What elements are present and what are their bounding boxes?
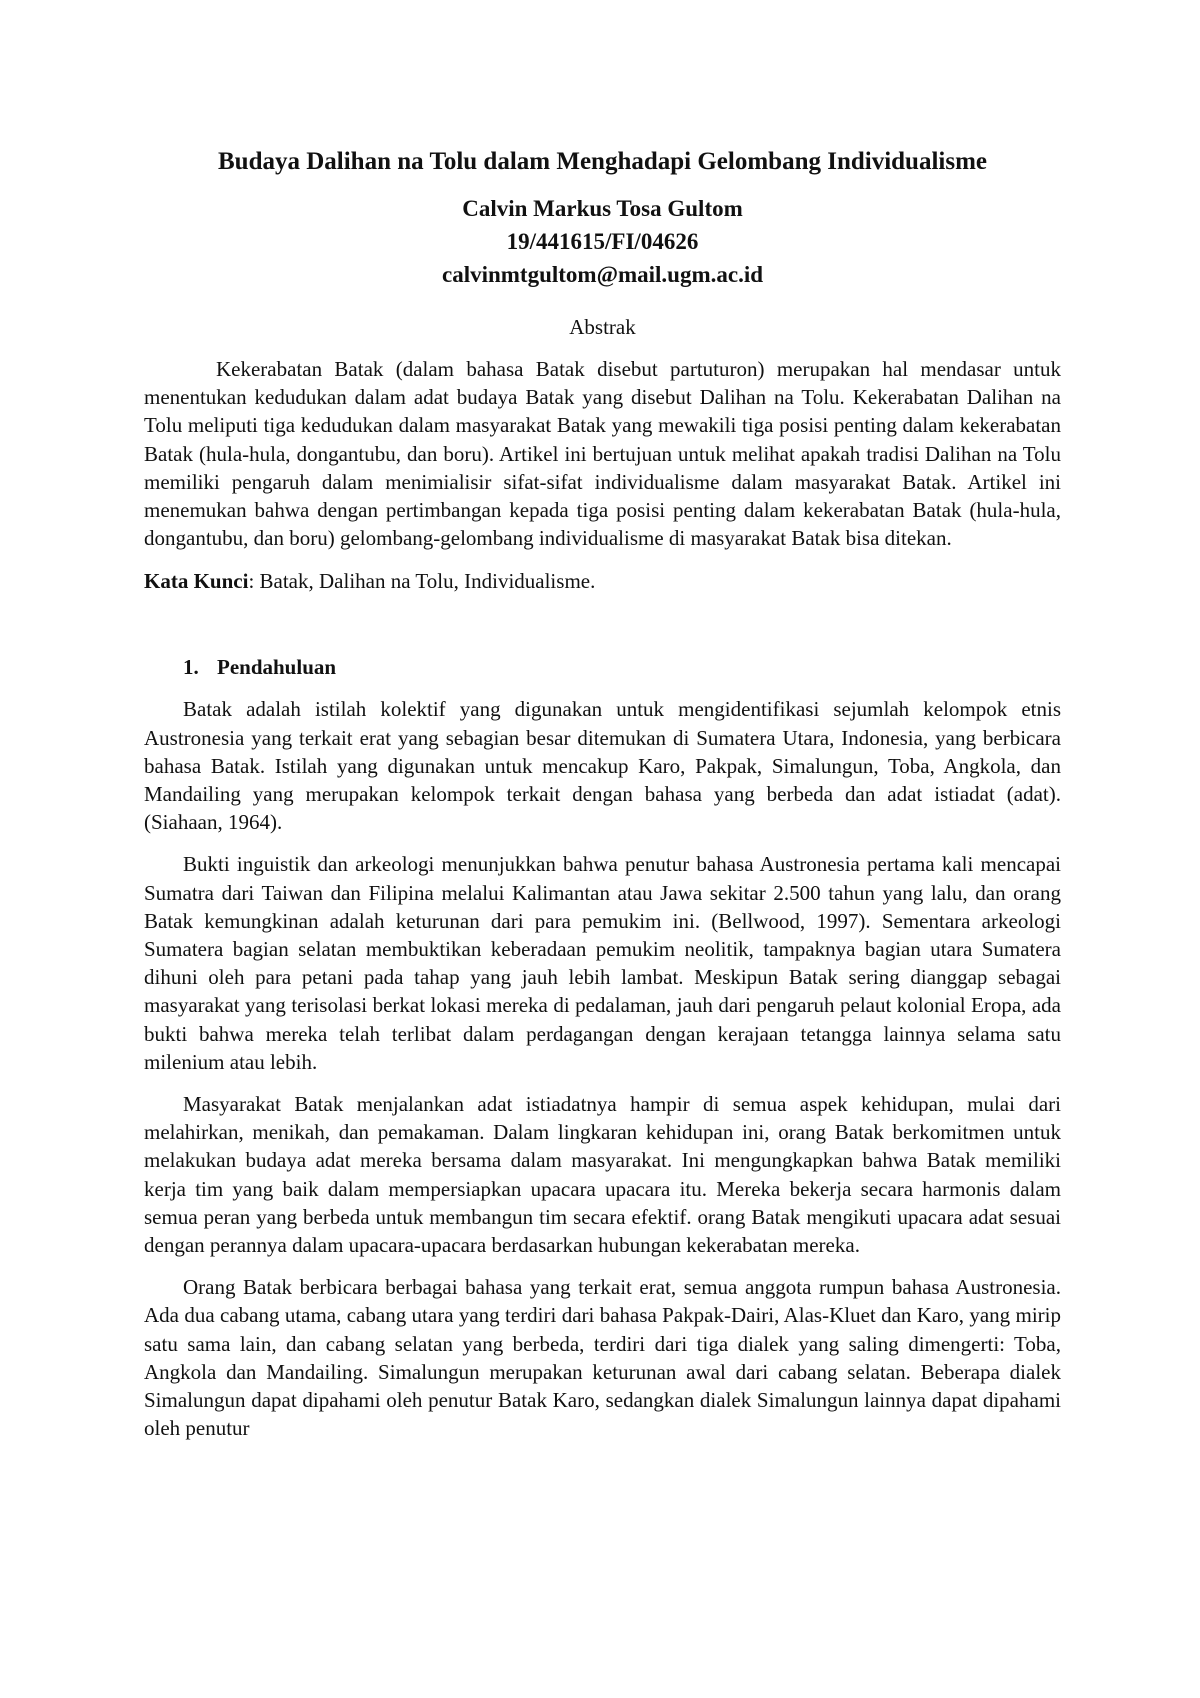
keywords-text: : Batak, Dalihan na Tolu, Individualisme. <box>248 569 596 594</box>
student-id: 19/441615/FI/04626 <box>506 229 699 254</box>
abstract-heading: Abstrak <box>569 315 636 339</box>
section-title: Pendahuluan <box>217 655 337 680</box>
section-heading <box>144 653 1061 681</box>
body-paragraph: Bukti inguistik dan arkeologi menunjukkan bahwa penutur bahasa Austronesia pertama kali mencapai Sumatra dari Taiwan dan Filipina melalui Kalimantan atau Jawa sekitar 2.500 tahun yang lalu, dan orang Batak kemungkinan adalah keturunan dari para pemukim ini. (Bellwood, 1997). Sementara arkeologi Sumatera bagian selatan membuktikan keberadaan pemukim neolitik, tampaknya bagian utara Sumatera dihuni oleh para petani pada tahap yang jauh lebih lambat. Meskipun Batak sering dianggap sebagai masyarakat yang terisolasi berkat lokasi mereka di pedalaman, jauh dari pengaruh pelaut kolonial Eropa, ada bukti bahwa mereka telah terlibat dalam perdagangan dengan kerajaan tetangga lainnya selama satu milenium atau lebih. <box>144 852 1061 1074</box>
keywords <box>144 567 1061 595</box>
paper-title: Budaya Dalihan na Tolu dalam Menghadapi Gelombang Individualisme <box>218 148 987 175</box>
author-email: calvinmtgultom@mail.ugm.ac.id <box>441 262 764 287</box>
section-number: 1. <box>183 655 199 680</box>
author-block <box>144 192 1061 291</box>
author-name: Calvin Markus Tosa Gultom <box>462 196 743 221</box>
abstract-text: Kekerabatan Batak (dalam bahasa Batak disebut partuturon) merupakan hal mendasar untuk menentukan kedudukan dalam adat budaya Batak yang disebut Dalihan na Tolu. Kekerabatan Dalihan na Tolu meliputi tiga kedudukan dalam masyarakat Batak yang mewakili tiga posisi penting dalam kekerabatan Batak (hula-hula, dongantubu, dan boru). Artikel ini bertujuan untuk melihat apakah tradisi Dalihan na Tolu memiliki pengaruh dalam menimialisir sifat-sifat individualisme dalam masyarakat Batak. Artikel ini menemukan bahwa dengan pertimbangan kepada tiga posisi penting dalam kekerabatan Batak (hula-hula, dongantubu, dan boru) gelombang-gelombang individualisme di masyarakat Batak bisa ditekan. <box>144 357 1061 551</box>
keywords-label: Kata Kunci <box>144 569 249 594</box>
body-paragraph: Masyarakat Batak menjalankan adat istiadatnya hampir di semua aspek kehidupan, mulai dari melahirkan, menikah, dan pemakaman. Dalam lingkaran kehidupan ini, orang Batak berkomitmen untuk melakukan budaya adat mereka bersama dalam masyarakat. Ini mengungkapkan bahwa Batak memiliki kerja tim yang baik dalam mempersiapkan upacara upacara itu. Mereka bekerja secara harmonis dalam semua peran yang berbeda untuk membangun tim secara efektif. orang Batak mengikuti upacara adat sesuai dengan perannya dalam upacara-upacara berdasarkan hubungan kekerabatan mereka. <box>144 1092 1061 1258</box>
body-paragraph: Batak adalah istilah kolektif yang digunakan untuk mengidentifikasi sejumlah kelompok etnis Austronesia yang terkait erat yang sebagian besar ditemukan di Sumatera Utara, Indonesia, yang berbicara bahasa Batak. Istilah yang digunakan untuk mencakup Karo, Pakpak, Simalungun, Toba, Angkola, dan Mandailing yang merupakan kelompok terkait dengan bahasa yang berbeda dan adat istiadat (adat). (Siahaan, 1964). <box>144 697 1061 835</box>
body-paragraph: Orang Batak berbicara berbagai bahasa yang terkait erat, semua anggota rumpun bahasa Austronesia. Ada dua cabang utama, cabang utara yang terdiri dari bahasa Pakpak-Dairi, Alas-Kluet dan Karo, yang mirip satu sama lain, dan cabang selatan yang berbeda, terdiri dari tiga dialek yang saling dimengerti: Toba, Angkola dan Mandailing. Simalungun merupakan keturunan awal dari cabang selatan. Beberapa dialek Simalungun dapat dipahami oleh penutur Batak Karo, sedangkan dialek Simalungun lainnya dapat dipahami oleh penutur <box>144 1275 1061 1441</box>
page-content <box>144 146 1061 1443</box>
